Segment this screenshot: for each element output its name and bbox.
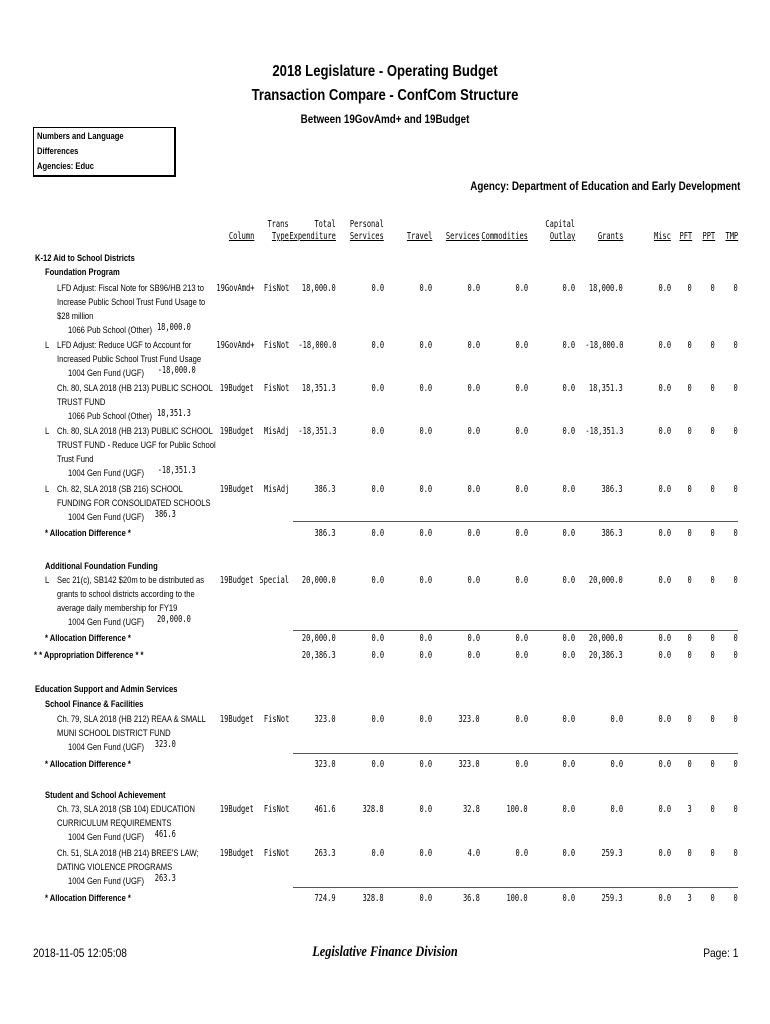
cell-services: 323.0 — [458, 714, 480, 725]
cell-pft: 0 — [687, 484, 692, 495]
cell-total: 461.6 — [314, 804, 336, 815]
cell-personal: 0.0 — [371, 340, 384, 351]
cell-pft: 0 — [687, 283, 692, 294]
cell-pft: 0 — [687, 848, 692, 859]
transaction-description: MUNI SCHOOL DISTRICT FUND — [57, 728, 171, 739]
cell-total: 20,000.0 — [302, 633, 336, 644]
section-heading: Education Support and Admin Services — [35, 684, 178, 695]
column-header-personal: Services — [350, 231, 384, 242]
transaction-description: Trust Fund — [57, 454, 94, 465]
cell-pft: 0 — [687, 340, 692, 351]
cell-commodities: 0.0 — [515, 283, 528, 294]
cell-ppt: 0 — [710, 383, 715, 394]
cell-commodities: 0.0 — [515, 575, 528, 586]
column-header-travel: Travel — [406, 231, 432, 242]
cell-type: MisAdj — [263, 484, 289, 495]
column-header-column: Column — [228, 231, 254, 242]
cell-capital: 0.0 — [562, 804, 575, 815]
cell-personal: 328.8 — [362, 893, 384, 904]
fund-source: 1066 Pub School (Other) — [68, 411, 153, 422]
cell-tmp: 0 — [733, 633, 738, 644]
cell-column: 19Budget — [220, 848, 254, 859]
cell-type: FisNot — [263, 804, 289, 815]
cell-ppt: 0 — [710, 575, 715, 586]
cell-ppt: 0 — [710, 848, 715, 859]
cell-pft: 3 — [687, 804, 692, 815]
cell-personal: 0.0 — [371, 426, 384, 437]
section-heading: Foundation Program — [45, 267, 120, 278]
transaction-description: Ch. 79, SLA 2018 (HB 212) REAA & SMALL — [57, 714, 206, 725]
cell-grants: 259.3 — [601, 848, 623, 859]
cell-grants: 386.3 — [601, 528, 623, 539]
cell-tmp: 0 — [733, 650, 738, 661]
fund-amount: 18,351.3 — [156, 408, 191, 419]
transaction-description: Increased Public School Trust Fund Usage — [57, 354, 202, 365]
cell-commodities: 0.0 — [515, 340, 528, 351]
transaction-description: Increase Public School Trust Fund Usage to — [57, 297, 206, 308]
fund-source: 1004 Gen Fund (UGF) — [68, 617, 145, 628]
cell-capital: 0.0 — [562, 484, 575, 495]
fund-source: 1004 Gen Fund (UGF) — [68, 832, 145, 843]
cell-ppt: 0 — [710, 484, 715, 495]
column-header-type: Trans — [267, 219, 289, 230]
cell-travel: 0.0 — [419, 528, 432, 539]
cell-travel: 0.0 — [419, 283, 432, 294]
cell-ppt: 0 — [710, 528, 715, 539]
cell-total: 724.9 — [314, 893, 336, 904]
column-header-tmp: TMP — [725, 231, 738, 242]
cell-travel: 0.0 — [419, 484, 432, 495]
cell-services: 36.8 — [463, 893, 480, 904]
cell-column: 19Budget — [220, 575, 254, 586]
fund-source: 1004 Gen Fund (UGF) — [68, 876, 145, 887]
transaction-description: Ch. 73, SLA 2018 (SB 104) EDUCATION — [57, 804, 195, 815]
transaction-description: Ch. 51, SLA 2018 (HB 214) BREE'S LAW; — [57, 848, 199, 859]
cell-ppt: 0 — [710, 426, 715, 437]
cell-ppt: 0 — [710, 650, 715, 661]
total-rule — [293, 753, 738, 754]
cell-column: 19Budget — [220, 426, 254, 437]
cell-misc: 0.0 — [658, 340, 671, 351]
filter-line: Agencies: Educ — [37, 161, 95, 172]
cell-misc: 0.0 — [658, 714, 671, 725]
cell-total: 18,000.0 — [302, 283, 336, 294]
fund-amount: -18,351.3 — [157, 465, 196, 476]
cell-capital: 0.0 — [562, 848, 575, 859]
cell-services: 0.0 — [467, 426, 480, 437]
cell-commodities: 0.0 — [515, 714, 528, 725]
cell-capital: 0.0 — [562, 528, 575, 539]
report-title: 2018 Legislature - Operating Budget — [272, 63, 498, 80]
cell-travel: 0.0 — [419, 633, 432, 644]
transaction-description: TRUST FUND — [57, 397, 106, 408]
filter-line: Differences — [37, 146, 79, 157]
cell-grants: 20,386.3 — [589, 650, 623, 661]
cell-misc: 0.0 — [658, 575, 671, 586]
cell-commodities: 0.0 — [515, 650, 528, 661]
fund-source: 1004 Gen Fund (UGF) — [68, 368, 145, 379]
cell-ppt: 0 — [710, 893, 715, 904]
cell-capital: 0.0 — [562, 340, 575, 351]
cell-commodities: 0.0 — [515, 759, 528, 770]
cell-services: 0.0 — [467, 633, 480, 644]
fund-amount: 18,000.0 — [156, 322, 191, 333]
report-subtitle-structure: Transaction Compare - ConfCom Structure — [251, 87, 519, 104]
section-heading: School Finance & Facilities — [45, 699, 144, 710]
filter-box — [33, 127, 176, 177]
column-header-ppt: PPT — [702, 231, 715, 242]
report-compare-range: Between 19GovAmd+ and 19Budget — [300, 112, 470, 126]
cell-travel: 0.0 — [419, 714, 432, 725]
cell-pft: 0 — [687, 575, 692, 586]
cell-capital: 0.0 — [562, 714, 575, 725]
cell-type: FisNot — [263, 383, 289, 394]
cell-services: 0.0 — [467, 283, 480, 294]
column-header-misc: Misc — [654, 231, 671, 242]
cell-misc: 0.0 — [658, 804, 671, 815]
transaction-description: Ch. 82, SLA 2018 (SB 216) SCHOOL — [57, 484, 183, 495]
cell-ppt: 0 — [710, 340, 715, 351]
cell-column: 19Budget — [220, 484, 254, 495]
cell-personal: 0.0 — [371, 484, 384, 495]
cell-travel: 0.0 — [419, 848, 432, 859]
cell-grants: 0.0 — [610, 759, 623, 770]
fund-amount: 20,000.0 — [156, 614, 191, 625]
cell-total: 386.3 — [314, 528, 336, 539]
cell-services: 0.0 — [467, 484, 480, 495]
difference-label: * Allocation Difference * — [45, 893, 131, 904]
transaction-description: TRUST FUND - Reduce UGF for Public School — [57, 440, 216, 451]
cell-services: 0.0 — [467, 383, 480, 394]
cell-total: 323.0 — [314, 714, 336, 725]
cell-total: -18,351.3 — [297, 426, 336, 437]
cell-type: FisNot — [263, 283, 289, 294]
column-header-pft: PFT — [679, 231, 692, 242]
cell-personal: 0.0 — [371, 575, 384, 586]
total-rule — [293, 630, 738, 631]
fund-amount: -18,000.0 — [157, 365, 196, 376]
cell-capital: 0.0 — [562, 893, 575, 904]
transaction-description: Sec 21(c), SB142 $20m to be distributed as — [57, 575, 205, 586]
cell-tmp: 0 — [733, 528, 738, 539]
cell-travel: 0.0 — [419, 650, 432, 661]
cell-misc: 0.0 — [658, 528, 671, 539]
difference-label: * * Appropriation Difference * * — [34, 650, 144, 661]
fund-source: 1004 Gen Fund (UGF) — [68, 468, 145, 479]
cell-grants: 0.0 — [610, 804, 623, 815]
cell-personal: 0.0 — [371, 848, 384, 859]
section-heading: Additional Foundation Funding — [45, 561, 158, 572]
cell-misc: 0.0 — [658, 383, 671, 394]
cell-column: 19GovAmd+ — [215, 340, 254, 351]
column-header-type: Type — [272, 231, 289, 242]
cell-pft: 0 — [687, 759, 692, 770]
cell-services: 32.8 — [463, 804, 480, 815]
fund-source: 1004 Gen Fund (UGF) — [68, 512, 145, 523]
section-heading: K-12 Aid to School Districts — [35, 253, 135, 264]
difference-label: * Allocation Difference * — [45, 759, 131, 770]
cell-tmp: 0 — [733, 575, 738, 586]
cell-capital: 0.0 — [562, 426, 575, 437]
cell-personal: 328.8 — [362, 804, 384, 815]
difference-label: * Allocation Difference * — [45, 633, 131, 644]
cell-pft: 0 — [687, 650, 692, 661]
transaction-description: DATING VIOLENCE PROGRAMS — [57, 862, 173, 873]
cell-tmp: 0 — [733, 759, 738, 770]
cell-pft: 3 — [687, 893, 692, 904]
cell-misc: 0.0 — [658, 426, 671, 437]
column-header-grants: Grants — [597, 231, 623, 242]
cell-services: 0.0 — [467, 575, 480, 586]
cell-capital: 0.0 — [562, 650, 575, 661]
cell-commodities: 0.0 — [515, 633, 528, 644]
fund-source: 1004 Gen Fund (UGF) — [68, 742, 145, 753]
cell-misc: 0.0 — [658, 283, 671, 294]
fund-amount: 461.6 — [154, 829, 176, 840]
cell-personal: 0.0 — [371, 283, 384, 294]
cell-tmp: 0 — [733, 714, 738, 725]
language-flag: L — [45, 575, 50, 586]
cell-ppt: 0 — [710, 633, 715, 644]
cell-tmp: 0 — [733, 340, 738, 351]
cell-commodities: 0.0 — [515, 528, 528, 539]
fund-amount: 323.0 — [154, 739, 176, 750]
fund-amount: 386.3 — [154, 509, 176, 520]
transaction-description: $28 million — [57, 311, 94, 322]
total-rule — [293, 521, 738, 522]
cell-tmp: 0 — [733, 893, 738, 904]
cell-grants: 18,000.0 — [589, 283, 623, 294]
column-header-total: Total — [314, 219, 336, 230]
filter-line: Numbers and Language — [37, 131, 124, 142]
cell-pft: 0 — [687, 383, 692, 394]
cell-travel: 0.0 — [419, 893, 432, 904]
cell-total: 386.3 — [314, 484, 336, 495]
cell-type: MisAdj — [263, 426, 289, 437]
transaction-description: average daily membership for FY19 — [57, 603, 178, 614]
cell-total: 323.0 — [314, 759, 336, 770]
cell-travel: 0.0 — [419, 340, 432, 351]
cell-services: 0.0 — [467, 650, 480, 661]
agency-name: Agency: Department of Education and Early Development — [469, 179, 740, 193]
cell-pft: 0 — [687, 714, 692, 725]
cell-travel: 0.0 — [419, 804, 432, 815]
cell-capital: 0.0 — [562, 283, 575, 294]
cell-travel: 0.0 — [419, 759, 432, 770]
cell-personal: 0.0 — [371, 528, 384, 539]
cell-commodities: 0.0 — [515, 848, 528, 859]
cell-pft: 0 — [687, 528, 692, 539]
cell-type: FisNot — [263, 340, 289, 351]
cell-type: FisNot — [263, 848, 289, 859]
cell-personal: 0.0 — [371, 650, 384, 661]
cell-capital: 0.0 — [562, 383, 575, 394]
cell-commodities: 0.0 — [515, 484, 528, 495]
cell-services: 4.0 — [467, 848, 480, 859]
cell-grants: 259.3 — [601, 893, 623, 904]
fund-amount: 263.3 — [154, 873, 176, 884]
cell-type: Special — [259, 575, 289, 586]
cell-commodities: 0.0 — [515, 383, 528, 394]
column-header-personal: Personal — [350, 219, 384, 230]
column-header-capital: Outlay — [549, 231, 575, 242]
cell-capital: 0.0 — [562, 633, 575, 644]
page-number: Page: 1 — [702, 946, 738, 960]
cell-travel: 0.0 — [419, 575, 432, 586]
division-name: Legislative Finance Division — [312, 944, 458, 960]
cell-travel: 0.0 — [419, 383, 432, 394]
cell-total: -18,000.0 — [297, 340, 336, 351]
cell-tmp: 0 — [733, 804, 738, 815]
report-timestamp: 2018-11-05 12:05:08 — [33, 946, 127, 960]
cell-grants: 20,000.0 — [589, 575, 623, 586]
transaction-description: LFD Adjust: Fiscal Note for SB96/HB 213 to — [57, 283, 205, 294]
cell-services: 0.0 — [467, 340, 480, 351]
cell-grants: -18,000.0 — [584, 340, 623, 351]
cell-tmp: 0 — [733, 383, 738, 394]
fund-source: 1066 Pub School (Other) — [68, 325, 153, 336]
cell-misc: 0.0 — [658, 759, 671, 770]
cell-tmp: 0 — [733, 848, 738, 859]
transaction-description: CURRICULUM REQUIREMENTS — [57, 818, 172, 829]
cell-grants: -18,351.3 — [584, 426, 623, 437]
cell-total: 20,386.3 — [302, 650, 336, 661]
cell-total: 263.3 — [314, 848, 336, 859]
cell-personal: 0.0 — [371, 383, 384, 394]
transaction-description: grants to school districts according to the — [57, 589, 195, 600]
cell-personal: 0.0 — [371, 759, 384, 770]
cell-services: 0.0 — [467, 528, 480, 539]
cell-misc: 0.0 — [658, 633, 671, 644]
cell-grants: 20,000.0 — [589, 633, 623, 644]
cell-misc: 0.0 — [658, 893, 671, 904]
cell-total: 20,000.0 — [302, 575, 336, 586]
cell-commodities: 0.0 — [515, 426, 528, 437]
cell-personal: 0.0 — [371, 714, 384, 725]
language-flag: L — [45, 340, 50, 351]
cell-capital: 0.0 — [562, 575, 575, 586]
cell-misc: 0.0 — [658, 484, 671, 495]
transaction-description: LFD Adjust: Reduce UGF to Account for — [57, 340, 192, 351]
section-heading: Student and School Achievement — [45, 790, 166, 801]
cell-ppt: 0 — [710, 714, 715, 725]
cell-column: 19Budget — [220, 714, 254, 725]
transaction-description: Ch. 80, SLA 2018 (HB 213) PUBLIC SCHOOL — [57, 426, 213, 437]
cell-grants: 18,351.3 — [589, 383, 623, 394]
cell-tmp: 0 — [733, 283, 738, 294]
cell-pft: 0 — [687, 426, 692, 437]
cell-column: 19Budget — [220, 383, 254, 394]
cell-personal: 0.0 — [371, 633, 384, 644]
cell-column: 19Budget — [220, 804, 254, 815]
total-rule — [293, 887, 738, 888]
column-header-commodities: Commodities — [481, 231, 528, 242]
cell-travel: 0.0 — [419, 426, 432, 437]
cell-misc: 0.0 — [658, 848, 671, 859]
cell-type: FisNot — [263, 714, 289, 725]
transaction-description: Ch. 80, SLA 2018 (HB 213) PUBLIC SCHOOL — [57, 383, 213, 394]
cell-tmp: 0 — [733, 484, 738, 495]
cell-pft: 0 — [687, 633, 692, 644]
column-header-services: Services — [446, 231, 480, 242]
cell-total: 18,351.3 — [302, 383, 336, 394]
column-header-total: Expenditure — [289, 231, 336, 242]
cell-ppt: 0 — [710, 804, 715, 815]
cell-misc: 0.0 — [658, 650, 671, 661]
cell-commodities: 100.0 — [506, 804, 528, 815]
cell-ppt: 0 — [710, 283, 715, 294]
cell-services: 323.0 — [458, 759, 480, 770]
language-flag: L — [45, 426, 50, 437]
transaction-description: FUNDING FOR CONSOLIDATED SCHOOLS — [57, 498, 211, 509]
column-header-capital: Capital — [545, 219, 575, 230]
cell-grants: 0.0 — [610, 714, 623, 725]
cell-grants: 386.3 — [601, 484, 623, 495]
cell-tmp: 0 — [733, 426, 738, 437]
language-flag: L — [45, 484, 50, 495]
cell-column: 19GovAmd+ — [215, 283, 254, 294]
difference-label: * Allocation Difference * — [45, 528, 131, 539]
cell-ppt: 0 — [710, 759, 715, 770]
cell-capital: 0.0 — [562, 759, 575, 770]
cell-commodities: 100.0 — [506, 893, 528, 904]
